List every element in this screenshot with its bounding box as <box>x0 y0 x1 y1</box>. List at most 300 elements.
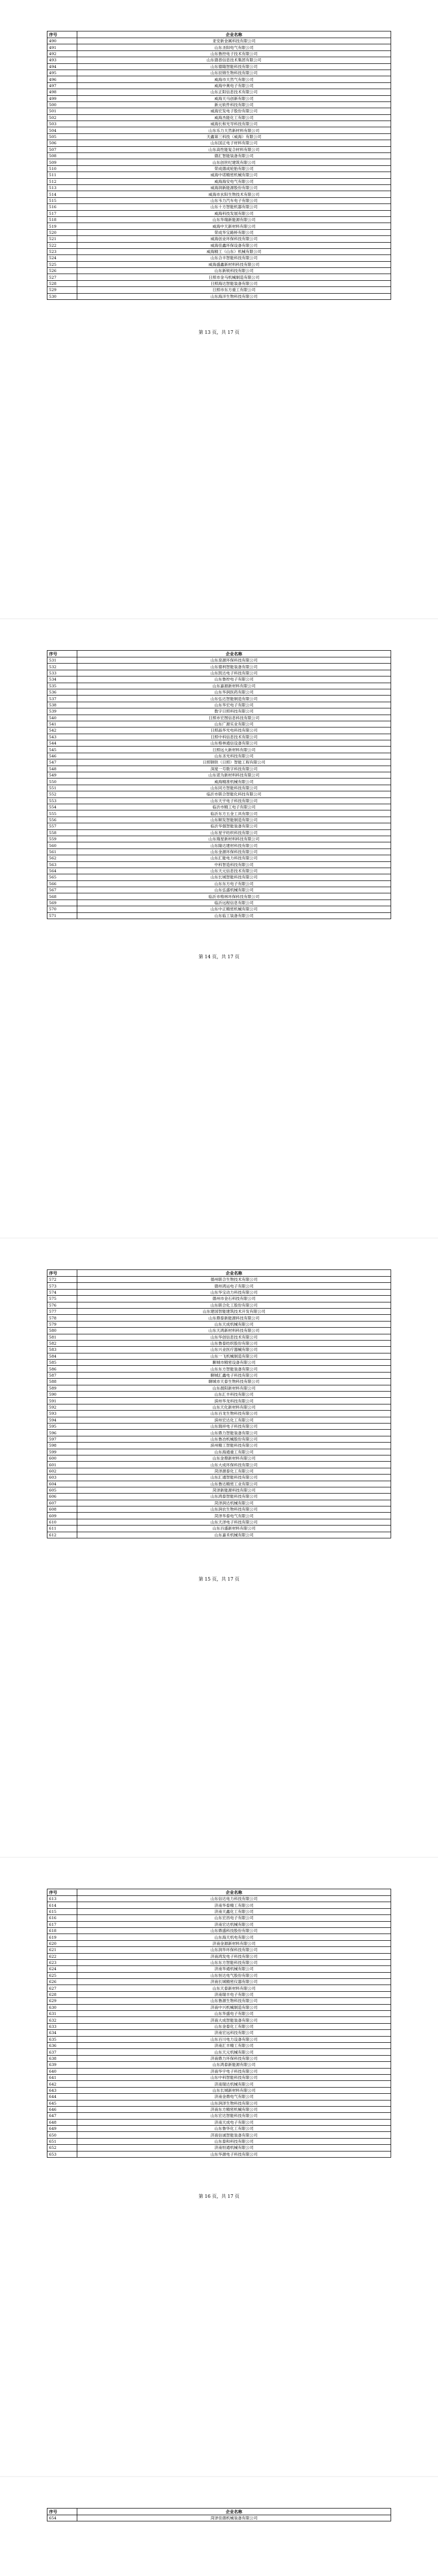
table-row <box>47 766 391 772</box>
company-name-cell: 山东正阳信息技术有限公司 <box>77 89 391 95</box>
serial-number-cell: 610 <box>47 1519 77 1525</box>
company-name-cell: 山东鼎泰新能源科技有限公司 <box>77 1315 391 1321</box>
serial-number-cell: 650 <box>47 2132 77 2138</box>
company-name-cell: 山东天元机械有限公司 <box>77 2049 391 2055</box>
table-row <box>47 670 391 676</box>
table-row <box>47 683 391 689</box>
table-row <box>47 1915 391 1921</box>
table-row <box>47 1462 391 1468</box>
serial-number-cell: 599 <box>47 1449 77 1455</box>
table-row <box>47 1283 391 1289</box>
serial-number-cell: 515 <box>47 197 77 204</box>
company-name-cell: 山东天鸿新材料科技有限公司 <box>77 1328 391 1334</box>
serial-number-cell: 505 <box>47 133 77 140</box>
table-row <box>47 1979 391 1985</box>
table-row <box>47 261 391 267</box>
serial-number-cell: 529 <box>47 287 77 293</box>
company-name-cell: 山东天宇电子科技有限公司 <box>77 798 391 804</box>
table-row <box>47 740 391 747</box>
serial-number-cell: 541 <box>47 721 77 727</box>
table-row <box>47 887 391 893</box>
serial-number-cell: 620 <box>47 1940 77 1946</box>
serial-number-cell: 503 <box>47 121 77 127</box>
serial-number-cell: 508 <box>47 153 77 159</box>
table-row <box>47 121 391 127</box>
serial-number-cell: 554 <box>47 804 77 810</box>
header-company-name: 企业名称 <box>77 1889 391 1896</box>
company-name-cell: 山东东方智能科技有限公司 <box>77 1959 391 1965</box>
company-name-cell: 山东海洋生物科技有限公司 <box>77 293 391 299</box>
table-row <box>47 874 391 880</box>
table-row <box>47 1289 391 1295</box>
table-row <box>47 1519 391 1525</box>
table-row <box>47 1277 391 1283</box>
company-name-cell: 山东星宇纺织科技有限公司 <box>77 829 391 836</box>
table-row <box>47 165 391 172</box>
company-name-cell: 山东一飞机械制造有限公司 <box>77 1353 391 1359</box>
serial-number-cell: 490 <box>47 38 77 44</box>
serial-number-cell: 549 <box>47 772 77 778</box>
table-row <box>47 1475 391 1481</box>
serial-number-cell: 510 <box>47 165 77 172</box>
table-row <box>47 1423 391 1429</box>
serial-number-cell: 491 <box>47 44 77 50</box>
company-name-cell: 山东百盛新材料有限公司 <box>77 1526 391 1532</box>
company-name-cell: 山东德普信息技术集团有限公司 <box>77 57 391 63</box>
serial-number-cell: 639 <box>47 2062 77 2068</box>
company-name-cell: 山东联合化工股份有限公司 <box>77 1302 391 1308</box>
table-row <box>47 836 391 842</box>
company-name-cell: 山东嘉源新材料有限公司 <box>77 683 391 689</box>
serial-number-cell: 559 <box>47 836 77 842</box>
serial-number-cell: 609 <box>47 1513 77 1519</box>
table-row <box>47 223 391 229</box>
table-row <box>47 153 391 159</box>
serial-number-cell: 588 <box>47 1379 77 1385</box>
table-row <box>47 44 391 50</box>
pdf-page-13 <box>0 0 438 618</box>
serial-number-cell: 607 <box>47 1500 77 1506</box>
table-row <box>47 785 391 791</box>
company-name-cell: 威海科技发展有限公司 <box>77 210 391 216</box>
page-footer: 第 16 页，共 17 页 <box>198 2194 240 2199</box>
serial-number-cell: 564 <box>47 868 77 874</box>
company-name-cell: 日照海达智能装备有限公司 <box>77 280 391 286</box>
serial-number-cell: 521 <box>47 236 77 242</box>
table-row <box>47 248 391 255</box>
serial-number-cell: 635 <box>47 2036 77 2042</box>
table-header-row <box>47 1889 391 1896</box>
serial-number-cell: 500 <box>47 101 77 108</box>
company-name-cell: 威海创业环保科技有限公司 <box>77 236 391 242</box>
company-name-cell: 菏泽源泰化工有限公司 <box>77 1468 391 1474</box>
serial-number-cell: 594 <box>47 1417 77 1423</box>
serial-number-cell: 643 <box>47 2087 77 2093</box>
table-row <box>47 1372 391 1378</box>
serial-number-cell: 573 <box>47 1283 77 1289</box>
header-serial-number: 序号 <box>47 1889 77 1896</box>
company-name-cell: 山东鲁泰纺织股份有限公司 <box>77 1340 391 1346</box>
serial-number-cell: 516 <box>47 204 77 210</box>
table-row <box>47 38 391 44</box>
table-row <box>47 664 391 670</box>
table-row <box>47 2023 391 2029</box>
company-name-cell: 山东润泽生物科技有限公司 <box>77 2100 391 2106</box>
company-name-cell: 山东德隆智能科技有限公司 <box>77 63 391 70</box>
company-name-cell: 深度一号数字科技有限公司 <box>77 766 391 772</box>
page-footer: 第 14 页，共 17 页 <box>198 955 240 960</box>
serial-number-cell: 501 <box>47 108 77 114</box>
company-name-cell: 山东天化新材料有限公司 <box>77 1404 391 1410</box>
table-row <box>47 2062 391 2068</box>
company-name-cell: 山东鲁冶机械股份有限公司 <box>77 1436 391 1442</box>
company-table <box>47 1269 391 1538</box>
company-name-cell: 亚安新金属科技有限公司 <box>77 38 391 44</box>
serial-number-cell: 514 <box>47 191 77 197</box>
table-row <box>47 1500 391 1506</box>
table-header-row <box>47 651 391 657</box>
table-row <box>47 1392 391 1398</box>
table-header-row <box>47 31 391 38</box>
serial-number-cell: 636 <box>47 2042 77 2048</box>
table-row <box>47 2138 391 2144</box>
serial-number-cell: 517 <box>47 210 77 216</box>
company-name-cell: 济南天成电子有限公司 <box>77 2119 391 2125</box>
company-name-cell: 威海精准机械有限公司 <box>77 778 391 785</box>
company-name-cell: 山东隆达建材科技有限公司 <box>77 842 391 849</box>
company-name-cell: 山东华瑞新能源有限公司 <box>77 216 391 223</box>
company-name-cell: 山东泉源环保科技有限公司 <box>77 657 391 664</box>
table-row <box>47 133 391 140</box>
table-row <box>47 1360 391 1366</box>
table-row <box>47 1443 391 1449</box>
table-row <box>47 734 391 740</box>
header-company-name: 企业名称 <box>77 1270 391 1277</box>
table-row <box>47 1308 391 1314</box>
table-row <box>47 1353 391 1359</box>
serial-number-cell: 576 <box>47 1302 77 1308</box>
company-name-cell: 威海润新能源股份有限公司 <box>77 184 391 191</box>
serial-number-cell: 526 <box>47 268 77 274</box>
company-name-cell: 山东天元信息技术有限公司 <box>77 868 391 874</box>
table-row <box>47 63 391 70</box>
serial-number-cell: 642 <box>47 2081 77 2087</box>
table-row <box>47 2087 391 2093</box>
company-name-cell: 山东金源环保科技有限公司 <box>77 849 391 855</box>
header-company-name: 企业名称 <box>77 2509 391 2515</box>
company-name-cell: 山东鲁华化工有限公司 <box>77 2126 391 2132</box>
serial-number-cell: 590 <box>47 1392 77 1398</box>
company-name-cell: 日照晶华光电科技有限公司 <box>77 727 391 734</box>
company-name-cell: 威海宏发电子股份有限公司 <box>77 108 391 114</box>
company-name-cell: 山东高性能复合材料有限公司 <box>77 146 391 152</box>
serial-number-cell: 569 <box>47 900 77 906</box>
table-row <box>47 2100 391 2106</box>
company-name-cell: 山东大成环保科技有限公司 <box>77 1462 391 1468</box>
company-table <box>47 650 391 919</box>
pdf-page-15 <box>0 1239 438 1857</box>
table-row <box>47 1991 391 1997</box>
table-row <box>47 2004 391 2010</box>
company-name-cell: 日照远大新材料有限公司 <box>77 747 391 753</box>
company-name-cell: 山东华创信息技术有限公司 <box>77 1334 391 1340</box>
serial-number-cell: 595 <box>47 1423 77 1429</box>
table-row <box>47 1449 391 1455</box>
serial-number-cell: 563 <box>47 861 77 868</box>
serial-number-cell: 507 <box>47 146 77 152</box>
company-name-cell: 德州联合生物技术有限公司 <box>77 1277 391 1283</box>
table-row <box>47 2106 391 2112</box>
table-row <box>47 2074 391 2080</box>
serial-number-cell: 616 <box>47 1915 77 1921</box>
table-row <box>47 2151 391 2157</box>
company-name-cell: 山东恒达电气股份有限公司 <box>77 1972 391 1978</box>
company-name-cell: 山东华宏电子有限公司 <box>77 702 391 708</box>
company-name-cell: 山东德利智能装备有限公司 <box>77 664 391 670</box>
company-name-cell: 山东新锐科技有限公司 <box>77 268 391 274</box>
serial-number-cell: 502 <box>47 114 77 121</box>
serial-number-cell: 512 <box>47 178 77 184</box>
table-row <box>47 791 391 798</box>
serial-number-cell: 648 <box>47 2119 77 2125</box>
table-row <box>47 1481 391 1487</box>
company-name-cell: 山东瑞祥电子科技有限公司 <box>77 1423 391 1429</box>
company-name-cell: 荣成德成轮胎有限公司 <box>77 165 391 172</box>
company-name-cell: 山东同方智能科技有限公司 <box>77 785 391 791</box>
company-name-cell: 菏泽新能源科技有限公司 <box>77 1487 391 1493</box>
table-row <box>47 1487 391 1493</box>
table-row <box>47 1896 391 1902</box>
table-row <box>47 1526 391 1532</box>
table-row <box>47 184 391 191</box>
page-footer: 第 15 页，共 17 页 <box>198 1577 240 1582</box>
serial-number-cell: 605 <box>47 1487 77 1493</box>
table-row <box>47 2036 391 2042</box>
table-row <box>47 140 391 146</box>
serial-number-cell: 600 <box>47 1455 77 1461</box>
company-name-cell: 山东鲁达精密工业有限公司 <box>77 1481 391 1487</box>
table-row <box>47 689 391 695</box>
serial-number-cell: 584 <box>47 1353 77 1359</box>
company-name-cell: 菏泽华泰电气有限公司 <box>77 1513 391 1519</box>
table-row <box>47 146 391 152</box>
company-name-cell: 济南东方精密机械有限公司 <box>77 2106 391 2112</box>
company-name-cell: 济南中兴机械制造有限公司 <box>77 2004 391 2010</box>
table-row <box>47 229 391 235</box>
company-name-cell: 济南宏达机械有限公司 <box>77 1921 391 1927</box>
company-name-cell: 临沂东方五金工具有限公司 <box>77 810 391 817</box>
company-name-cell: 山东华源电子科技有限公司 <box>77 2151 391 2157</box>
serial-number-cell: 614 <box>47 1902 77 1908</box>
serial-number-cell: 525 <box>47 261 77 267</box>
serial-number-cell: 602 <box>47 1468 77 1474</box>
table-row <box>47 70 391 76</box>
header-company-name: 企业名称 <box>77 31 391 38</box>
table-row <box>47 676 391 683</box>
table-row <box>47 127 391 133</box>
company-name-cell: 威海中天新材料有限公司 <box>77 223 391 229</box>
company-name-cell: 山东润农生物科技有限公司 <box>77 1506 391 1513</box>
company-name-cell: 临沂远程信息有限公司 <box>77 900 391 906</box>
table-row <box>47 178 391 184</box>
serial-number-cell: 619 <box>47 1934 77 1940</box>
table-row <box>47 2145 391 2151</box>
serial-number-cell: 634 <box>47 2030 77 2036</box>
table-row <box>47 715 391 721</box>
table-row <box>47 708 391 715</box>
table-row <box>47 880 391 887</box>
table-row <box>47 2011 391 2017</box>
company-name-cell: 山东弘达智能制造有限公司 <box>77 696 391 702</box>
serial-number-cell: 598 <box>47 1443 77 1449</box>
serial-number-cell: 644 <box>47 2094 77 2100</box>
serial-number-cell: 622 <box>47 1953 77 1959</box>
company-name-cell: 山东顺发智能制造有限公司 <box>77 817 391 823</box>
company-name-cell: 威海市玄阳生物技术有限公司 <box>77 191 391 197</box>
serial-number-cell: 572 <box>47 1277 77 1283</box>
table-row <box>47 89 391 95</box>
table-row <box>47 702 391 708</box>
table-header-row <box>47 2509 391 2515</box>
serial-number-cell: 509 <box>47 159 77 165</box>
table-row <box>47 1908 391 1914</box>
table-row <box>47 1404 391 1410</box>
company-name-cell: 山东弘盛机械有限公司 <box>77 887 391 893</box>
company-table <box>47 2508 391 2521</box>
serial-number-cell: 552 <box>47 791 77 798</box>
table-body <box>47 2515 391 2521</box>
table-row <box>47 1972 391 1978</box>
table-row <box>47 2515 391 2521</box>
serial-number-cell: 589 <box>47 1385 77 1391</box>
table-row <box>47 1506 391 1513</box>
serial-number-cell: 566 <box>47 880 77 887</box>
table-body <box>47 38 391 300</box>
company-name-cell: 山东润华环保科技有限公司 <box>77 1947 391 1953</box>
serial-number-cell: 593 <box>47 1411 77 1417</box>
company-name-cell: 中科智造科技有限公司 <box>77 861 391 868</box>
serial-number-cell: 582 <box>47 1340 77 1346</box>
table-row <box>47 2119 391 2125</box>
company-name-cell: 山东鸿泰智能科技有限公司 <box>77 1494 391 1500</box>
serial-number-cell: 578 <box>47 1315 77 1321</box>
company-name-cell: 山东圣光科技有限公司 <box>77 753 391 759</box>
company-name-cell: 济南瑞丰电子有限公司 <box>77 1991 391 1997</box>
header-company-name: 企业名称 <box>77 651 391 657</box>
serial-number-cell: 570 <box>47 906 77 912</box>
company-name-cell: 聊城汇鑫电子科技有限公司 <box>77 1372 391 1378</box>
table-row <box>47 657 391 664</box>
table-row <box>47 1959 391 1965</box>
serial-number-cell: 498 <box>47 89 77 95</box>
table-row <box>47 1340 391 1346</box>
table-row <box>47 2049 391 2055</box>
table-row <box>47 1532 391 1538</box>
serial-number-cell: 522 <box>47 242 77 248</box>
serial-number-cell: 575 <box>47 1296 77 1302</box>
serial-number-cell: 592 <box>47 1404 77 1410</box>
company-name-cell: 济南华通机械有限公司 <box>77 1966 391 1972</box>
serial-number-cell: 527 <box>47 274 77 280</box>
company-name-cell: 临沂市精工电子有限公司 <box>77 804 391 810</box>
table-body <box>47 657 391 919</box>
company-name-cell: 天鑫第三科技（威海）有限公司 <box>77 133 391 140</box>
company-name-cell: 临沂市联合智能化科技有限公司 <box>77 791 391 798</box>
company-name-cell: 山东兴业医疗器械有限公司 <box>77 1347 391 1353</box>
table-row <box>47 2030 391 2036</box>
serial-number-cell: 624 <box>47 1966 77 1972</box>
serial-number-cell: 536 <box>47 689 77 695</box>
serial-number-cell: 513 <box>47 184 77 191</box>
company-name-cell: 山东凯达电子科技有限公司 <box>77 670 391 676</box>
table-row <box>47 191 391 197</box>
serial-number-cell: 493 <box>47 57 77 63</box>
serial-number-cell: 587 <box>47 1372 77 1378</box>
serial-number-cell: 543 <box>47 734 77 740</box>
company-name-cell: 滨州精工智能科技有限公司 <box>77 1443 391 1449</box>
table-row <box>47 159 391 165</box>
serial-number-cell: 555 <box>47 810 77 817</box>
company-name-cell: 菏泽佳德机械装备有限公司 <box>77 2515 391 2521</box>
serial-number-cell: 591 <box>47 1398 77 1404</box>
serial-number-cell: 533 <box>47 670 77 676</box>
company-name-cell: 德州市金石科技有限公司 <box>77 1296 391 1302</box>
serial-number-cell: 615 <box>47 1908 77 1914</box>
table-row <box>47 2126 391 2132</box>
table-body <box>47 1896 391 2158</box>
serial-number-cell: 542 <box>47 727 77 734</box>
table-row <box>47 912 391 919</box>
serial-number-cell: 547 <box>47 759 77 766</box>
serial-number-cell: 654 <box>47 2515 77 2521</box>
serial-number-cell: 617 <box>47 1921 77 1927</box>
table-row <box>47 810 391 817</box>
company-name-cell: 山东泰和科技有限公司 <box>77 2138 391 2144</box>
company-name-cell: 济南恒通机械有限公司 <box>77 2145 391 2151</box>
serial-number-cell: 519 <box>47 223 77 229</box>
table-row <box>47 114 391 121</box>
serial-number-cell: 520 <box>47 229 77 235</box>
serial-number-cell: 551 <box>47 785 77 791</box>
serial-number-cell: 495 <box>47 70 77 76</box>
company-name-cell: 济南大成智能装备有限公司 <box>77 2017 391 2023</box>
company-name-cell: 滨州华龙科技有限公司 <box>77 1398 391 1404</box>
header-serial-number: 序号 <box>47 2509 77 2515</box>
serial-number-cell: 571 <box>47 912 77 919</box>
table-row <box>47 76 391 82</box>
company-name-cell: 山东中正精密机械有限公司 <box>77 906 391 912</box>
serial-number-cell: 531 <box>47 657 77 664</box>
serial-number-cell: 606 <box>47 1494 77 1500</box>
table-row <box>47 1494 391 1500</box>
company-name-cell: 数字日照科技有限公司 <box>77 708 391 715</box>
company-name-cell: 滨州宏达化工有限公司 <box>77 1417 391 1423</box>
company-name-cell: 山东天泽电子科技有限公司 <box>77 1519 391 1525</box>
company-name-cell: 山东嘉禾机械有限公司 <box>77 1532 391 1538</box>
table-row <box>47 842 391 849</box>
serial-number-cell: 649 <box>47 2126 77 2132</box>
table-row <box>47 1430 391 1436</box>
serial-number-cell: 499 <box>47 95 77 101</box>
company-name-cell: 威海中奥电子有限公司 <box>77 82 391 89</box>
serial-number-cell: 604 <box>47 1481 77 1487</box>
serial-number-cell: 553 <box>47 798 77 804</box>
table-row <box>47 855 391 861</box>
table-row <box>47 1321 391 1327</box>
company-name-cell: 山东鸿泰新能源有限公司 <box>77 2062 391 2068</box>
table-row <box>47 721 391 727</box>
company-name-cell: 威海长和光导科技有限公司 <box>77 121 391 127</box>
